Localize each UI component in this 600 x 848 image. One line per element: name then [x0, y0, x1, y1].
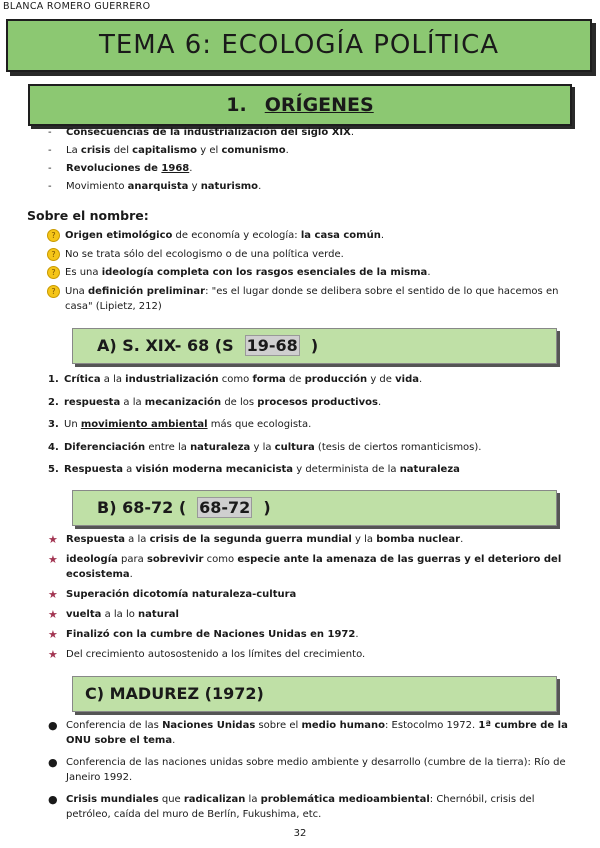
dash-bullet: -: [48, 163, 52, 174]
subsection-b-title: B) 68-72 ( 68-72 ): [97, 498, 271, 517]
dash-bullet: -: [48, 145, 52, 156]
list-item: ● Conferencia de las Naciones Unidas sobre el medio humano: Estocolmo 1972. 1ª cumbre de la ONU sobre el tema.: [48, 719, 568, 746]
list-item: - Consecuencias de la industrialización del siglo XIX.: [48, 127, 355, 138]
list-item: ? No se trata sólo del ecologismo o de una política verde.: [47, 247, 567, 262]
star-icon: ★: [48, 588, 58, 601]
star-icon: ★: [48, 553, 58, 566]
star-icon: ★: [48, 533, 58, 546]
dash-bullet: -: [48, 181, 52, 192]
thinking-face-icon: ?: [47, 285, 60, 298]
list-item: ● Conferencia de las naciones unidas sobre medio ambiente y desarrollo (cumbre de la tierra): Río de Janeiro 1992.: [48, 756, 566, 783]
list-item: - Revoluciones de 1968.: [48, 163, 193, 174]
subsection-c-title: C) MADUREZ (1972): [85, 684, 264, 703]
list-item: ● Crisis mundiales que radicalizan la problemática medioambiental: Chernóbil, crisis del petróleo, caída del muro de Berlín, Fukushima, etc.: [48, 793, 535, 820]
subsection-c-list: [48, 718, 568, 829]
dot-bullet: ●: [48, 719, 58, 732]
sobre-heading: Sobre el nombre:: [27, 208, 149, 223]
origins-list: [48, 125, 568, 197]
list-item: ? Una definición preliminar: "es el lugar donde se delibera sobre el sentido de lo que hacemos en casa" (Lipietz, 212): [47, 284, 567, 314]
star-icon: ★: [48, 648, 58, 661]
subsection-a-list: [48, 372, 568, 485]
thinking-face-icon: ?: [47, 248, 60, 261]
list-item: 5. Respuesta a visión moderna mecanicista y determinista de la naturaleza: [48, 464, 460, 475]
section-number: 1.: [226, 94, 247, 116]
dot-bullet: ●: [48, 793, 58, 806]
dash-bullet: -: [48, 127, 52, 138]
list-item: 2. respuesta a la mecanización de los procesos productivos.: [48, 396, 382, 408]
list-item: ★ ideología para sobrevivir como especie ante la amenaza de las guerras y el deterioro del ecosistema.: [48, 553, 562, 580]
section-heading-box: [28, 84, 572, 126]
list-item: 4. Diferenciación entre la naturaleza y la cultura (tesis de ciertos romanticismos).: [48, 441, 482, 453]
list-item: - Movimiento anarquista y naturismo.: [48, 181, 262, 192]
list-item: 3. Un movimiento ambiental más que ecologista.: [48, 419, 312, 430]
list-item: ? Es una ideología completa con los rasgos esenciales de la misma.: [47, 265, 567, 280]
list-item: ★ Superación dicotomía naturaleza-cultura: [48, 588, 297, 601]
dot-bullet: ●: [48, 756, 58, 769]
list-item: 1. Crítica a la industrialización como forma de producción y de vida.: [48, 374, 423, 385]
page-title-box: [6, 19, 592, 72]
subsection-b-box: [72, 490, 557, 526]
highlighted-years: 68-72: [199, 498, 251, 517]
page-title: TEMA 6: ECOLOGÍA POLÍTICA: [98, 30, 500, 60]
thinking-face-icon: ?: [47, 266, 60, 279]
subsection-c-box: [72, 676, 557, 712]
list-item: ★ Respuesta a la crisis de la segunda guerra mundial y la bomba nuclear.: [48, 533, 464, 546]
subsection-b-list: [48, 532, 568, 667]
section-name: ORÍGENES: [264, 94, 374, 116]
subsection-a-box: [72, 328, 557, 364]
sobre-list: [47, 228, 567, 317]
thinking-face-icon: ?: [47, 229, 60, 242]
star-icon: ★: [48, 628, 58, 641]
star-icon: ★: [48, 608, 58, 621]
author-name: BLANCA ROMERO GUERRERO: [3, 1, 151, 12]
subsection-a-title: A) S. XIX- 68 (S 19-68 ): [97, 336, 319, 355]
page-number: 32: [293, 828, 307, 839]
list-item: ★ Del crecimiento autosostenido a los límites del crecimiento.: [48, 648, 366, 661]
highlighted-years: 19-68: [246, 336, 298, 355]
list-item: ★ vuelta a la lo natural: [48, 608, 179, 621]
list-item: - La crisis del capitalismo y el comunismo.: [48, 145, 289, 156]
list-item: ? Origen etimológico de economía y ecología: la casa común.: [47, 228, 567, 243]
list-item: ★ Finalizó con la cumbre de Naciones Unidas en 1972.: [48, 628, 359, 641]
